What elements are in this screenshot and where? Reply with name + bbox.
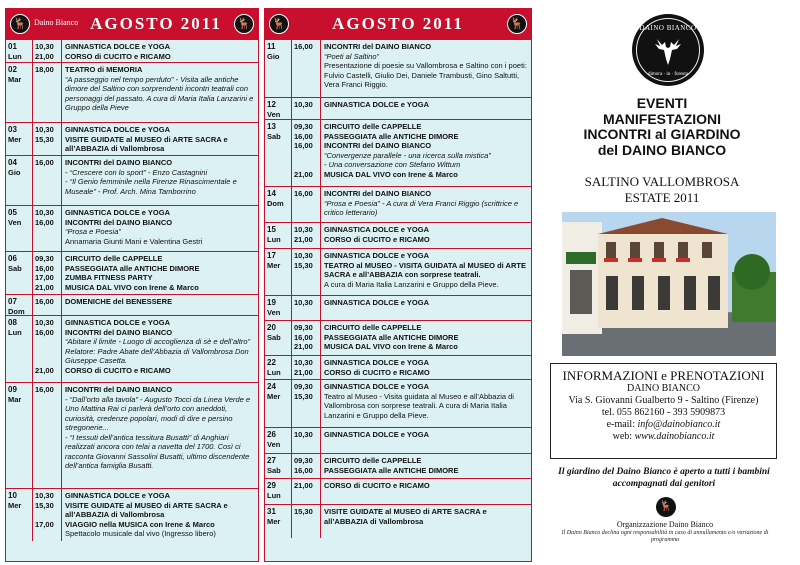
weekday: Mer: [267, 517, 281, 526]
place-and-season: SALTINO VALLOMBROSA ESTATE 2011: [584, 174, 740, 205]
event-line: TEATRO al MUSEO - VISITA GUIDATA al MUSEO di ARTE SACRA e all’ABBAZIA con sorprese teatrali.: [324, 260, 526, 279]
program-column-middle: [264, 8, 532, 562]
day-cell: [6, 252, 33, 294]
event-line: MUSICA DAL VIVO con Irene & Marco: [324, 342, 458, 351]
event-line: CORSO di CUCITO e RICAMO: [324, 481, 430, 490]
weekday: Gio: [267, 52, 280, 61]
time-cell: 10,30: [292, 98, 321, 119]
day-cell: [265, 40, 292, 97]
event-description: [62, 123, 258, 155]
day-cell: [265, 356, 292, 379]
event-line: INCONTRI del DAINO BIANCO: [324, 189, 432, 198]
time-cell: 16,00: [292, 40, 321, 97]
event-description: [62, 316, 258, 382]
event-description: [62, 63, 258, 122]
info-heading: INFORMAZIONI e PRENOTAZIONI: [562, 368, 765, 383]
schedule-row: [265, 39, 531, 97]
day-number: 26: [267, 430, 276, 439]
weekday: Lun: [267, 235, 281, 244]
day-cell: [265, 479, 292, 504]
day-number: 09: [8, 385, 17, 394]
day-number: 08: [8, 318, 17, 327]
deer-logo-icon: 🦌: [10, 14, 30, 34]
day-cell: [265, 223, 292, 248]
event-line: CIRCUITO delle CAPPELLE: [324, 456, 422, 465]
event-description: [321, 356, 531, 379]
weekday: Sab: [8, 264, 22, 273]
month-title: AGOSTO 2011: [332, 14, 464, 33]
web-link[interactable]: www.dainobianco.it: [634, 431, 715, 442]
day-cell: [6, 123, 33, 155]
day-number: 15: [267, 225, 276, 234]
schedule-row: [265, 320, 531, 355]
event-line: - “Crescere con lo sport” - Enzo Castagnini: [65, 167, 208, 177]
weekday: Gio: [8, 168, 21, 177]
time-cell: 16,00: [33, 156, 62, 205]
day-cell: [6, 489, 33, 541]
time-cell: 21,00: [292, 479, 321, 504]
event-line: A cura di Maria Italia Lanzarini e Gruppo della Pieve.: [324, 279, 499, 289]
schedule-list: [6, 39, 258, 541]
brand-label: Daino Bianco: [34, 18, 79, 27]
program-column-left: [5, 8, 259, 562]
event-line: - “I tessuti dell’antica tessitura Busatti” di Anghiari realizzati ancora con telai a navetta del 1700. Così ci racconta Giovanni Sassolini Busatti, ultimo discendente dell’antica famiglia Busatti.: [65, 432, 250, 470]
event-line: INCONTRI del DAINO BIANCO: [65, 158, 173, 167]
event-line: MUSICA DAL VIVO con Irene & Marco: [324, 169, 458, 179]
event-line: CORSO di CUCITO e RICAMO: [65, 365, 171, 375]
schedule-list: [265, 39, 531, 538]
event-line: VISITE GUIDATE al MUSEO di ARTE SACRA e all’ABBAZIA di Vallombrosa: [324, 507, 487, 526]
weekday: Mer: [8, 501, 22, 510]
day-number: 01: [8, 42, 17, 51]
time-cell: 10,30: [292, 296, 321, 320]
day-cell: [265, 321, 292, 355]
event-description: [321, 40, 531, 97]
day-cell: [265, 98, 292, 119]
day-number: 31: [267, 507, 276, 516]
info-email-line: [551, 419, 776, 431]
children-note: Il giardino del Daino Bianco è aperto a tutti i bambini accompagnati dai genitori: [558, 467, 770, 489]
event-line: Teatro al Museo - Visita guidata al Museo e all’Abbazia di Vallombrosa con sorprese teatrali. A cura di Maria Italia Lanzarini e Gruppo della Pieve.: [324, 391, 514, 420]
day-cell: [6, 206, 33, 251]
time-cell: 18,00: [33, 63, 62, 122]
time-cell: 15,30: [292, 505, 321, 538]
schedule-row: [265, 478, 531, 504]
event-line: INCONTRI del DAINO BIANCO: [65, 327, 173, 337]
time-cell: 16,00: [33, 295, 62, 315]
day-cell: [265, 454, 292, 478]
event-line: CORSO di CUCITO e RICAMO: [324, 234, 430, 244]
event-line: INCONTRI del DAINO BIANCO: [324, 141, 432, 150]
time-cell: 16,00: [292, 187, 321, 222]
day-number: 14: [267, 189, 276, 198]
day-number: 17: [267, 251, 276, 260]
event-line: GINNASTICA DOLCE e YOGA: [324, 430, 430, 439]
day-cell: [6, 40, 33, 62]
day-cell: [265, 120, 292, 186]
info-name: DAINO BIANCO: [626, 383, 701, 394]
info-address: Via S. Giovanni Gualberto 9 - Saltino (Firenze): [568, 395, 759, 406]
weekday: Sab: [267, 333, 281, 342]
day-number: 02: [8, 65, 17, 74]
weekday: Mar: [8, 75, 22, 84]
time-cell: 09,30 16,00: [292, 454, 321, 478]
day-number: 07: [8, 297, 17, 306]
column-header: [6, 9, 258, 39]
event-description: [321, 479, 531, 504]
weekday: Ven: [8, 218, 22, 227]
event-line: GINNASTICA DOLCE e YOGA: [324, 251, 430, 260]
event-line: VISITE GUIDATE al MUSEO di ARTE SACRA e all’ABBAZIA di Vallombrosa: [65, 134, 228, 153]
logo-text: DAINO BIANCO: [639, 24, 697, 32]
event-description: [321, 187, 531, 222]
day-number: 27: [267, 456, 276, 465]
weekday: Ven: [267, 110, 281, 119]
time-cell: 10,30 16,00: [33, 206, 62, 251]
event-description: [321, 120, 531, 186]
day-cell: [265, 380, 292, 427]
weekday: Lun: [8, 52, 22, 61]
day-number: 12: [267, 100, 276, 109]
time-cell: 10,30: [292, 428, 321, 453]
event-line: PASSEGGIATA alle ANTICHE DIMORE: [324, 465, 459, 475]
time-cell: 09,30 15,30: [292, 380, 321, 427]
schedule-row: [265, 186, 531, 222]
event-line: DOMENICHE del BENESSERE: [65, 297, 173, 306]
weekday: Mer: [8, 135, 22, 144]
day-cell: [265, 296, 292, 320]
day-cell: [6, 156, 33, 205]
event-line: Spettacolo musicale dal vivo (Ingresso libero): [65, 529, 216, 538]
event-line: INCONTRI del DAINO BIANCO: [65, 217, 173, 227]
day-cell: [265, 249, 292, 295]
weekday: Ven: [267, 440, 281, 449]
day-cell: [6, 63, 33, 122]
weekday: Mer: [267, 261, 281, 270]
event-description: [62, 295, 258, 315]
deer-logo-icon: 🦌: [656, 497, 676, 517]
event-description: [321, 296, 531, 320]
event-description: [321, 98, 531, 119]
event-line: INCONTRI del DAINO BIANCO: [65, 385, 173, 394]
weekday: Mar: [8, 395, 22, 404]
event-description: [62, 40, 258, 62]
email-link[interactable]: info@dainobianco.it: [637, 419, 721, 430]
weekday: Ven: [267, 308, 281, 317]
event-line: - Una conversazione con Stefano Wittum: [324, 160, 461, 169]
disclaimer-text: Il Daino Bianco declina ogni responsabilità in caso di annullamento e/o variazione di programma: [561, 530, 769, 543]
day-number: 29: [267, 481, 276, 490]
event-line: VISITE GUIDATE al MUSEO di ARTE SACRA e all’ABBAZIA di Vallombrosa: [65, 500, 228, 519]
event-line: - “Il Genio femminile nella Firenze Rinascimentale e Museale” - Prof. Arch. Mina Tamborrino: [65, 177, 237, 196]
day-number: 04: [8, 158, 17, 167]
day-number: 20: [267, 323, 276, 332]
event-description: [62, 383, 258, 488]
time-cell: 09,30 16,00 17,00 21,00: [33, 252, 62, 294]
schedule-row: [265, 379, 531, 427]
schedule-row: [265, 453, 531, 478]
deer-logo-icon: 🦌: [507, 14, 527, 34]
event-line: GINNASTICA DOLCE e YOGA: [65, 208, 171, 217]
time-cell: 10,30 21,00: [33, 40, 62, 62]
events-title: EVENTI MANIFESTAZIONI INCONTRI al GIARDINO del DAINO BIANCO: [583, 95, 741, 158]
schedule-row: [265, 427, 531, 453]
weekday: Dom: [267, 199, 284, 208]
time-cell: 10,30 21,00: [292, 223, 321, 248]
event-line: “Poeti al Saltino”: [324, 51, 380, 61]
event-description: [321, 505, 531, 538]
event-line: CORSO di CUCITO e RICAMO: [324, 367, 430, 377]
day-number: 19: [267, 298, 276, 307]
logo-subtext: dimora · in · foresta: [648, 72, 688, 77]
schedule-row: [6, 315, 258, 382]
event-description: [321, 321, 531, 355]
time-cell: 10,30 15,30: [33, 123, 62, 155]
deer-logo-icon: 🦌: [234, 14, 254, 34]
weekday: Sab: [267, 132, 281, 141]
web-label: web:: [612, 431, 633, 442]
email-label: e-mail:: [606, 419, 635, 430]
event-line: GINNASTICA DOLCE e YOGA: [65, 318, 171, 327]
schedule-row: [6, 122, 258, 155]
event-line: GINNASTICA DOLCE e YOGA: [65, 42, 171, 51]
month-title: AGOSTO 2011: [90, 14, 222, 33]
event-description: [62, 206, 258, 251]
time-cell: 09,30 16,00 21,00: [292, 321, 321, 355]
schedule-row: [6, 205, 258, 251]
day-number: 24: [267, 382, 276, 391]
day-cell: [6, 383, 33, 488]
event-line: GINNASTICA DOLCE e YOGA: [324, 358, 430, 367]
event-description: [321, 223, 531, 248]
event-line: Presentazione di poesie su Vallombrosa e Saltino con i poeti: Fulvio Castelli, Giulio Dei, Daniele Trambusti, Gino Saltutti, Vera Franci Riggio.: [324, 61, 527, 89]
event-line: CIRCUITO delle CAPPELLE: [324, 323, 422, 332]
schedule-row: [265, 295, 531, 320]
event-line: MUSICA DAL VIVO con Irene & Marco: [65, 282, 199, 292]
schedule-row: [6, 155, 258, 205]
event-line: “Abitare il limite - Luogo di accoglienza di sè e dell’altro” Relatore: Padre Abate dell’Abbazia di Vallombrosa Don Giuseppe Casetta.: [65, 337, 251, 365]
day-cell: [265, 505, 292, 538]
time-cell: 10,30 16,00 21,00: [33, 316, 62, 382]
schedule-row: [265, 119, 531, 186]
event-line: CIRCUITO delle CAPPELLE: [65, 254, 163, 263]
event-line: PASSEGGIATA alle ANTICHE DIMORE: [324, 332, 459, 342]
event-description: [62, 252, 258, 294]
event-line: GINNASTICA DOLCE e YOGA: [324, 100, 430, 109]
day-cell: [6, 316, 33, 382]
event-description: [62, 156, 258, 205]
day-number: 10: [8, 491, 17, 500]
day-cell: [265, 428, 292, 453]
schedule-row: [6, 39, 258, 62]
event-description: [321, 428, 531, 453]
time-cell: 09,30 16,00 16,00 21,00: [292, 120, 321, 186]
schedule-row: [265, 355, 531, 379]
event-line: CIRCUITO delle CAPPELLE: [324, 122, 422, 131]
schedule-row: [6, 251, 258, 294]
column-header: [265, 9, 531, 39]
day-cell: [6, 295, 33, 315]
event-line: PASSEGGIATA alle ANTICHE DIMORE: [324, 131, 459, 141]
event-line: CORSO di CUCITO e RICAMO: [65, 51, 171, 61]
event-line: “A passeggio nel tempo perduto” - Visita alle antiche dimore del Saltino con sorprendenti incontri teatrali con personaggi del passato. A cura di Maria Italia Lanzarini e Gruppo della Pieve: [65, 74, 254, 112]
day-number: 13: [267, 122, 276, 131]
event-line: Annamaria Giunti Mani e Valentina Gestri: [65, 236, 203, 246]
event-line: GINNASTICA DOLCE e YOGA: [65, 491, 171, 500]
organizer-label: Organizzazione Daino Bianco: [616, 520, 714, 529]
time-cell: 16,00: [33, 383, 62, 488]
event-line: VIAGGIO nella MUSICA con Irene & Marco: [65, 519, 215, 529]
weekday: Mer: [267, 392, 281, 401]
deer-logo-icon: 🦌: [269, 14, 289, 34]
event-line: “Convergenze parallele - una ricerca sulla mistica”: [324, 150, 491, 160]
weekday: Sab: [267, 466, 281, 475]
event-line: TEATRO di MEMORIA: [65, 65, 143, 74]
info-phone: tel. 055 862160 - 393 5909873: [601, 407, 726, 418]
event-description: [321, 249, 531, 295]
schedule-row: [265, 97, 531, 119]
schedule-row: [6, 62, 258, 122]
event-line: - “Dall’orto alla tavola” - Augusto Tocci da Linea Verde e Uno Mattina Rai ci parlerà dell’orto con aneddoti, curiosità, credenze popolari, modi di dire e persino stregonerie...: [65, 394, 251, 432]
schedule-row: [265, 248, 531, 295]
day-number: 06: [8, 254, 17, 263]
day-number: 22: [267, 358, 276, 367]
event-description: [321, 454, 531, 478]
weekday: Dom: [8, 307, 25, 315]
weekday: Lun: [8, 328, 22, 337]
schedule-row: [265, 504, 531, 538]
weekday: Lun: [267, 491, 281, 500]
schedule-row: [6, 294, 258, 315]
info-web-line: [551, 431, 776, 443]
time-cell: 10,30 15,30 17,00: [33, 489, 62, 541]
event-line: “Prosa e Poesia” - A cura di Vera Franci Riggio (scrittrice e critico letterario): [324, 198, 519, 217]
time-cell: 10,30 21,00: [292, 356, 321, 379]
weekday: Lun: [267, 368, 281, 377]
event-line: GINNASTICA DOLCE e YOGA: [324, 382, 430, 391]
event-line: PASSEGGIATA alle ANTICHE DIMORE: [65, 263, 200, 273]
day-cell: [265, 187, 292, 222]
villa-photo: [562, 212, 776, 356]
time-cell: 10,30 15,30: [292, 249, 321, 295]
daino-bianco-logo: [632, 14, 704, 86]
schedule-row: [6, 382, 258, 488]
schedule-row: [265, 222, 531, 248]
event-line: INCONTRI del DAINO BIANCO: [324, 42, 432, 51]
event-description: [62, 489, 258, 541]
event-line: GINNASTICA DOLCE e YOGA: [324, 298, 430, 307]
day-number: 03: [8, 125, 17, 134]
schedule-row: [6, 488, 258, 541]
event-description: [321, 380, 531, 427]
event-line: GINNASTICA DOLCE e YOGA: [324, 225, 430, 234]
event-line: “Prosa e Poesia”: [65, 227, 121, 236]
day-number: 05: [8, 208, 17, 217]
event-line: ZUMBA FITNESS PARTY: [65, 273, 153, 282]
event-line: GINNASTICA DOLCE e YOGA: [65, 125, 171, 134]
info-box: [550, 363, 777, 459]
day-number: 11: [267, 42, 276, 51]
